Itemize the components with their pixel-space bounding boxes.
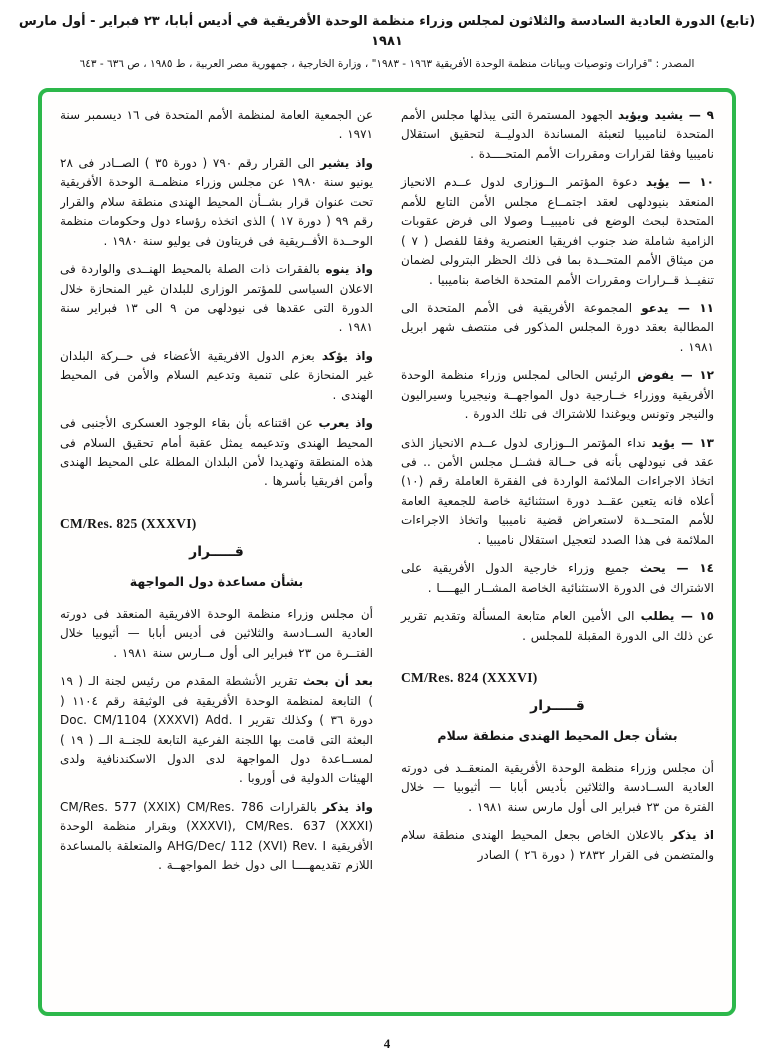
paragraph-lead: بعد أن بحث bbox=[302, 674, 374, 689]
paragraph-text: بشأن جعل المحيط الهندى منطقة سلام bbox=[437, 727, 678, 743]
paragraph-text: CM/Res. 825 (XXXVI) bbox=[60, 515, 197, 531]
resolution-heading bbox=[60, 544, 373, 560]
paragraph bbox=[401, 173, 714, 290]
paragraph-lead: ٩ — يشيد ويؤيد bbox=[617, 108, 714, 122]
paragraph-text: عن الجمعية العامة لمنظمة الأمم المتحدة فى ١٦ ديسمبر سنة ١٩٧١ . bbox=[60, 108, 373, 142]
paragraph-text: جميع وزراء خارجية الدول الأفريقية على الاشتراك فى الدورة الاستثنائية الخاصة المشــار اليهــــا . bbox=[401, 561, 714, 595]
resolution-subheading bbox=[60, 574, 373, 589]
paragraph-text: دعوة المؤتمر الــوزارى لدول عــدم الانحياز المنعقد بنيودلهى لعقد اجتمــاع مجلس الأمن التابع للأمم المتحدة لبحث الوضع فى ناميبيــا وصولا الى فرض عقوبات الزامية شاملة ضد جنوب افريقيا العنصرية وفقا للفصل ( ٧ ) من ميثاق الأمم المتحــدة بما فى ذلك الحظر البترولى لضمان تنفيــذ قــرارات ومقررات الأمم المتحدة الخاصة بناميبيا . bbox=[401, 175, 714, 287]
paragraph bbox=[401, 434, 714, 551]
paragraph-text: الى الأمين العام متابعة المسألة وتقديم تقرير عن ذلك الى الدورة المقبلة للمجلس . bbox=[401, 609, 714, 643]
paragraph-lead: ١٠ — يؤيد bbox=[645, 175, 714, 190]
paragraph-lead: واذ ينوه bbox=[325, 262, 374, 277]
paragraph-text: أن مجلس وزراء منظمة الوحدة الافريقية المنعقد فى دورته العادية الســادسة والثلاثين فى أديس أبابا — أثيوبيا خلال الفتــرة من ٢٣ فبراير الى أول مــارس سنة ١٩٨١ . bbox=[60, 606, 373, 660]
paragraph-text: بالفقرات ذات الصلة بالمحيط الهنــدى والواردة فى الاعلان السياسى للمؤتمر الوزارى للبلدان غير المنحازة خلال الدورة التى عقدها فى نيودلهى من ٩ الى ١٣ فبراير سنة ١٩٨١ . bbox=[60, 262, 373, 335]
paragraph-text: قـــــرار bbox=[530, 697, 585, 714]
paragraph bbox=[60, 798, 373, 876]
resolution-ref bbox=[401, 670, 714, 686]
paragraph bbox=[401, 559, 714, 598]
paragraph-text: أن مجلس وزراء منظمة الوحدة الأفريقية المنعقــد فى دورته العادية الســادسة والثلاثين بأديس أبابا — أثيوبيا — خلال الفترة من ٢٣ فبراير الى أول مارس سنة ١٩٨١ . bbox=[401, 760, 714, 814]
paragraph-lead: واذ يعرب bbox=[318, 416, 374, 431]
paragraph bbox=[60, 672, 373, 789]
paragraph-text: بالقرارات CM/Res. 577 (XXIX) CM/Res. 786 (XXXVI), CM/Res. 637 (XXXI) وبقرار منظمة الوحدة الأفريقية AHG/Dec/ 112 (XVI) Rev. I والمتعلقة بالمساعدة اللازم تقديمهــــا الى دول خط المواجهــة . bbox=[60, 799, 373, 873]
content-frame bbox=[38, 88, 736, 1016]
paragraph-text: تقرير الأنشطة المقدم من رئيس لجنة الـ ( ١٩ ) التابعة لمنظمة الوحدة الأفريقية فى الوثيقة رقم ١١٠٤ ( دورة ٣٦ ) وكذلك تقرير Doc. CM/1104 (XXXVI) Add. I البعثة التى قامت بها اللجنة الفرعية التابعة للجنــة الــ ( ١٩ ) لمســاعدة دول المواجهة لدى الدول الاسكندنافية ولدى الهيئات الدولية فى أوروبا . bbox=[60, 674, 374, 786]
page-number: 4 bbox=[383, 1036, 391, 1051]
paragraph-text: نداء المؤتمر الــوزارى لدول عــدم الانحياز الذى عقد فى نيودلهى بأنه فى حــالة فشــل مجلس الأمن .. فى اتخاذ الاجراءات الملائمة الواردة فى الفقرة العاملة رقم (١٠) أعلاه فانه يتعين عقــد دورة استثنائية خاصة للجمعية العامة للأمم المتحــدة لاستعراض قضية ناميبيا واتخاذ الاجراءات الملائمة فى هذا الصدد لتعجيل استقلال ناميبيا . bbox=[401, 435, 714, 547]
paragraph-text: بشأن مساعدة دول المواجهة bbox=[129, 573, 304, 589]
resolution-ref bbox=[60, 516, 373, 532]
paragraph-lead: ١٣ — يؤيد bbox=[651, 435, 714, 450]
paragraph bbox=[60, 106, 373, 145]
paragraph-lead: اذ يذكر bbox=[670, 828, 714, 843]
resolution-heading bbox=[401, 698, 714, 714]
page-header bbox=[10, 12, 764, 72]
paragraph-text: قـــــرار bbox=[189, 543, 244, 560]
paragraph-text: الجهود المستمرة التى يبذلها مجلس الأمم المتحدة لناميبيا لتعبئة المساندة الدوليــة لتحقيق استقلال ناميبيا وفقا لقرارات ومقررات الأمم المتحــــدة . bbox=[401, 108, 714, 161]
paragraph-lead: ١١ — يدعو bbox=[641, 300, 714, 315]
paragraph-text: الرئيس الحالى لمجلس وزراء منظمة الوحدة الأفريقية ووزراء خــارجية دول المواجهــة ونيجيريا وسيراليون والنيجر وتونس ويوغندا للاشتراك فى تلك الدورة . bbox=[401, 368, 714, 422]
paragraph bbox=[60, 154, 373, 251]
paragraph bbox=[60, 260, 373, 338]
paragraph bbox=[60, 347, 373, 405]
paragraph-text: CM/Res. 824 (XXXVI) bbox=[401, 669, 538, 685]
paragraph-text: الى القرار رقم ٧٩٠ ( دورة ٣٥ ) الصــادر فى ٢٨ يونيو سنة ١٩٨٠ عن مجلس وزراء منظمــة الوحدة الأفريقية تحت عنوان قرار بشــأن المحيط الهندى منطقة سلام والقرار رقم ٩٩ ( دورة ١٧ ) الذى اتخذه رؤساء دول وحكومات منظمة الوحــدة الأفــريقية فى فريتاون فى يوليو سنة ١٩٨٠ . bbox=[60, 155, 373, 248]
paragraph-text: بعزم الدول الافريقية الأعضاء فى حــركة البلدان غير المنحازة على تنمية وتدعيم السلام والأمن فى المحيط الهندى . bbox=[60, 348, 373, 402]
paragraph bbox=[401, 826, 714, 865]
text-columns bbox=[60, 106, 714, 1002]
paragraph bbox=[401, 106, 714, 164]
column-left bbox=[60, 106, 373, 1002]
paragraph-lead: واذ يؤكد bbox=[321, 348, 373, 363]
paragraph-lead: واذ يشير bbox=[320, 155, 373, 170]
paragraph bbox=[60, 414, 373, 492]
paragraph-lead: ١٢ — يفوض bbox=[637, 368, 714, 383]
header-source-citation: المصدر : "قرارات وتوصيات وبيانات منظمة الوحدة الأفريقية ١٩٦٣ - ١٩٨٣" ، وزارة الخارجية ، جمهورية مصر العربية ، ط ١٩٨٥ ، ص ٦٣٦ - ٦٤٣ bbox=[79, 58, 695, 70]
paragraph-lead: واذ يذكر bbox=[322, 799, 373, 814]
paragraph-lead: ١٤ — يحث bbox=[639, 561, 714, 576]
paragraph bbox=[401, 299, 714, 357]
paragraph bbox=[60, 605, 373, 663]
paragraph bbox=[401, 366, 714, 424]
paragraph-lead: ١٥ — يطلب bbox=[640, 609, 714, 624]
paragraph bbox=[401, 759, 714, 817]
column-right bbox=[401, 106, 714, 1002]
paragraph-text: بالاعلان الخاص بجعل المحيط الهندى منطقة سلام والمتضمن فى القرار ٢٨٣٢ ( دورة ٢٦ ) الصادر bbox=[401, 828, 714, 862]
resolution-subheading bbox=[401, 728, 714, 743]
paragraph bbox=[401, 607, 714, 646]
header-session-title: (تابع) الدورة العادية السادسة والثلاثون لمجلس وزراء منظمة الوحدة الأفريقية في أديس أبابا، ٢٣ فبراير - أول مارس ١٩٨١ bbox=[18, 14, 756, 49]
paragraph-text: المجموعة الأفريقية فى الأمم المتحدة الى المطالبة بعقد دورة المجلس المذكور فى منتصف شهر ابريل ١٩٨١ . bbox=[401, 300, 714, 354]
paragraph-text: عن اقتناعه بأن بقاء الوجود العسكرى الأجنبى فى المحيط الهندى وتدعيمه يمثل عقبة أمام تحقيق السلام فى هذه المنطقة وتهديدا لأمن البلدان المطلة على المحيط الهندى وأمن افريقيا بأسرها . bbox=[60, 416, 373, 489]
